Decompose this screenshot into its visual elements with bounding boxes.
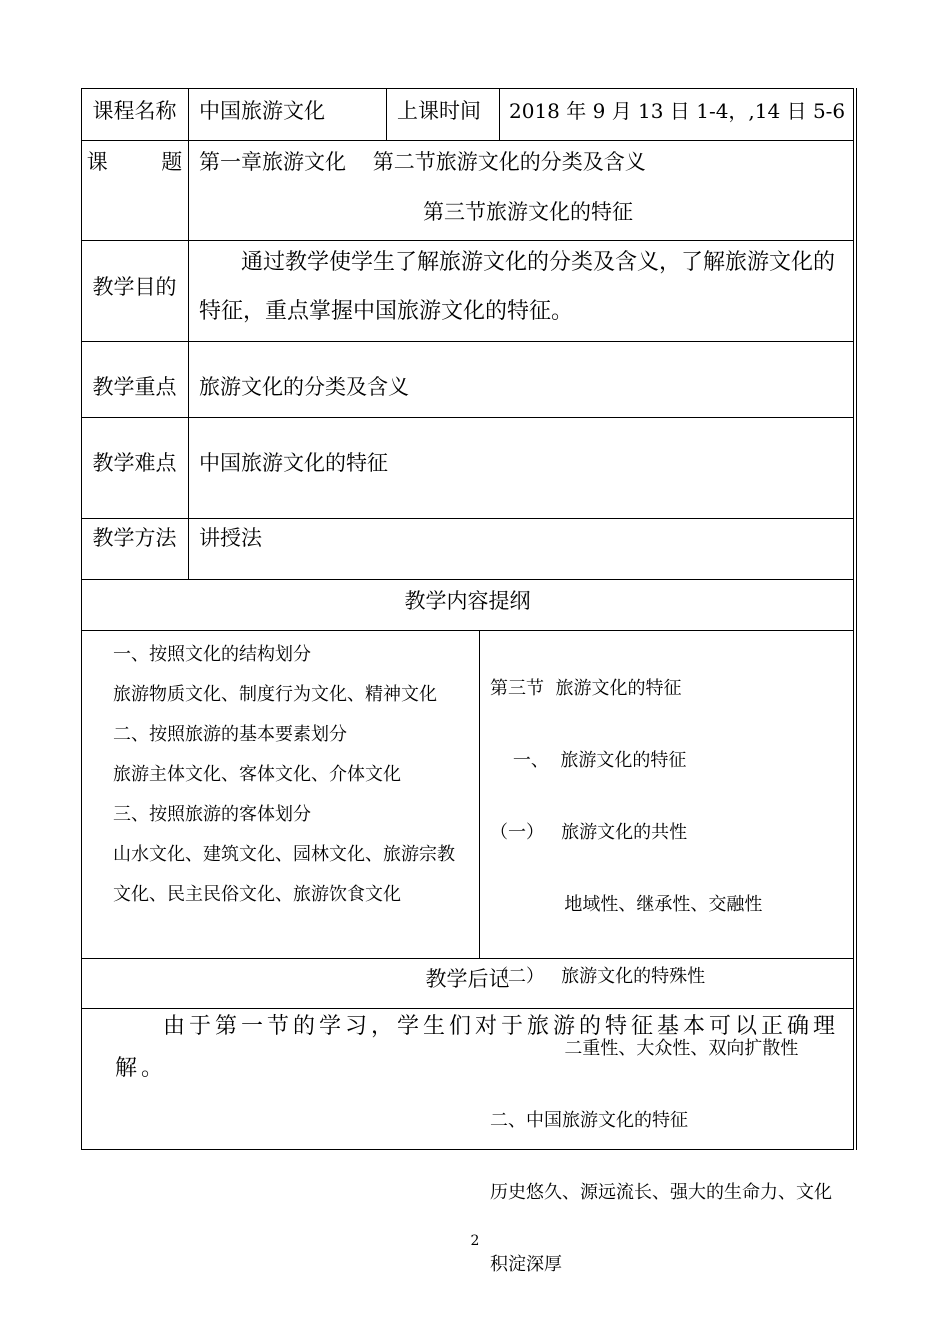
- outline-left-line: 山水文化、建筑文化、园林文化、旅游宗教: [113, 844, 455, 865]
- outline-left-line: 文化、民主民俗文化、旅游饮食文化: [113, 884, 401, 905]
- row-divider: [81, 579, 854, 580]
- topic-line-2: 第三节旅游文化的特征: [423, 200, 633, 224]
- row-divider: [81, 417, 854, 418]
- key-point-value: 旅游文化的分类及含义: [199, 375, 409, 399]
- outline-right-line: 二重性、大众性、双向扩散性: [490, 1038, 799, 1059]
- header-column-divider: [499, 88, 500, 140]
- topic-line-1: 第一章旅游文化 第二节旅游文化的分类及含义: [199, 150, 646, 174]
- header-column-divider: [386, 88, 387, 140]
- table-border-right: [856, 88, 857, 1150]
- outline-right-line: 一、 旅游文化的特征: [490, 750, 687, 771]
- topic-label: 课 题: [86, 150, 183, 174]
- page-number: 2: [470, 1233, 480, 1249]
- outline-left-line: 一、按照文化的结构划分: [113, 644, 311, 665]
- outline-left-line: 三、按照旅游的客体划分: [113, 804, 311, 825]
- outline-right-line: 地域性、继承性、交融性: [490, 894, 763, 915]
- outline-right-line: （二） 旅游文化的特殊性: [490, 966, 706, 987]
- outline-left-column: [113, 635, 455, 915]
- outline-heading: 教学内容提纲: [404, 589, 531, 613]
- method-value: 讲授法: [199, 526, 262, 550]
- teaching-goal-line-1: 通过教学使学生了解旅游文化的分类及含义，了解旅游文化的: [241, 250, 836, 275]
- row-divider: [81, 518, 854, 519]
- class-time-label: 上课时间: [397, 99, 481, 123]
- outline-left-line: 二、按照旅游的基本要素划分: [113, 724, 347, 745]
- outline-right-line: 积淀深厚: [490, 1254, 562, 1275]
- course-name-label: 课程名称: [92, 99, 177, 123]
- key-point-label: 教学重点: [92, 375, 177, 399]
- afterword-text: 由于第一节的学习，学生们对于旅游的特征基本可以正确理解。: [115, 1014, 840, 1081]
- row-divider: [81, 341, 854, 342]
- difficulty-value: 中国旅游文化的特征: [199, 451, 388, 475]
- outline-right-line: 历史悠久、源远流长、强大的生命力、文化: [490, 1182, 832, 1203]
- class-time-value: 2018 年 9 月 13 日 1-4，,14 日 5-6: [509, 99, 846, 123]
- outline-column-divider: [479, 630, 480, 958]
- row-divider: [81, 140, 854, 141]
- outline-right-line: 第三节 旅游文化的特征: [490, 678, 682, 699]
- afterword-heading: 教学后记: [425, 967, 510, 991]
- teaching-goal-line-2: 特征，重点掌握中国旅游文化的特征。: [199, 299, 574, 324]
- difficulty-label: 教学难点: [92, 451, 177, 475]
- course-name-value: 中国旅游文化: [199, 99, 325, 123]
- method-label: 教学方法: [92, 526, 177, 550]
- outline-right-line: 二、中国旅游文化的特征: [490, 1110, 688, 1131]
- label-column-divider: [188, 88, 189, 579]
- teaching-goal-label: 教学目的: [92, 275, 177, 299]
- outline-left-line: 旅游物质文化、制度行为文化、精神文化: [113, 684, 437, 705]
- lesson-plan-table: [81, 88, 854, 1275]
- outline-left-line: 旅游主体文化、客体文化、介体文化: [113, 764, 401, 785]
- row-divider: [81, 240, 854, 241]
- outline-right-line: （一） 旅游文化的共性: [490, 822, 688, 843]
